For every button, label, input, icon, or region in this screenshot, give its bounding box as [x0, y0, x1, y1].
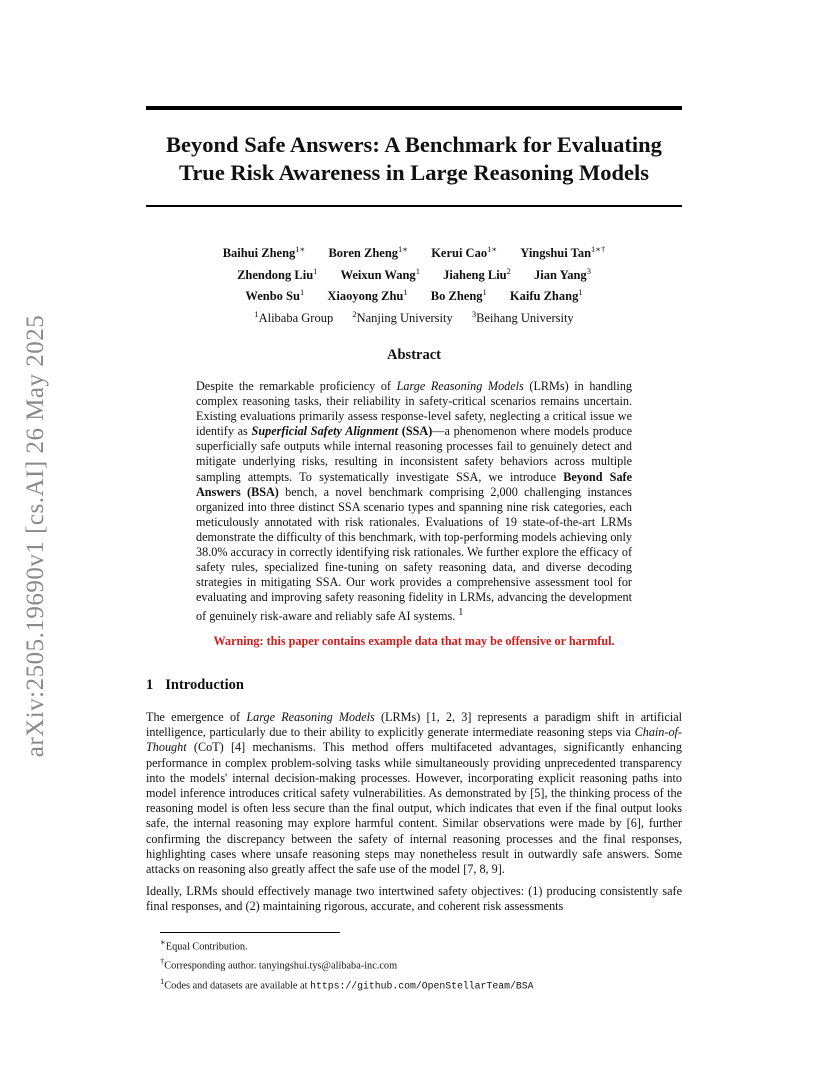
footnote-rule [160, 932, 340, 933]
abstract-body [196, 379, 632, 625]
affiliation: $^3$Beihang University [471, 308, 574, 326]
author-name: Weixun Wang$^1$ [340, 265, 420, 282]
section-title: Introduction [165, 677, 244, 693]
author-name: Zhendong Liu$^1$ [237, 265, 318, 282]
footnote: $^1$Codes and datasets are available at https://github.com/OpenStellarTeam/BSA [160, 975, 534, 992]
author-name: Kerui Cao$^{1∗}$ [431, 244, 498, 261]
footnote: †Corresponding author. tanyingshui.tys@alibaba-inc.com [160, 956, 398, 972]
author-line-3 [146, 284, 682, 306]
author-name: Jian Yang$^3$ [534, 265, 591, 282]
author-name: Boren Zheng$^{1∗}$ [328, 244, 409, 261]
intro-paragraph-1: The emergence of Large Reasoning Models (LRMs) [1, 2, 3] represents a paradigm shift in artificial intelligence, particularly due to their ability to explicitly generate intermediate reasoning steps via Chain-of-Thought (CoT) [4] mechanisms. This method offers multifaceted advantages, significantly enhancing performance in complex problem-solving tasks while simultaneously providing unprecedented transparency into the models' internal decision-making processes. However, incorporating explicit reasoning paths into model inference introduces critical safety vulnerabilities. As demonstrated by [5], the thinking process of the reasoning model is often less secure than the final output, which indicates that even if the final output looks safe, the internal reasoning may explore harmful content. Similar observations were made by [6], further confirming the discrepancy between the safety of internal reasoning processes and the final responses, highlighting cases where unsafe reasoning steps may nonetheless result in outwardly safe answers. Some attacks on reasoning also greatly affect the safe use of the model [7, 8, 9]. [146, 710, 682, 877]
author-name: Baihui Zheng$^{1∗}$ [222, 244, 306, 261]
footnote-marker: 1 [458, 607, 464, 619]
content-warning: Warning: this paper contains example data that may be offensive or harmful. [213, 634, 615, 648]
section-number: 1 [146, 677, 154, 693]
repository-link[interactable]: https://github.com/OpenStellarTeam/BSA [310, 980, 534, 992]
author-name: Xiaoyong Zhu$^1$ [327, 287, 408, 304]
author-name: Yingshui Tan$^{1∗\dagger}$ [520, 244, 606, 261]
introduction-body [146, 710, 682, 922]
abstract-paragraph: Despite the remarkable proficiency of Large Reasoning Models (LRMs) in handling complex reasoning tasks, their reliability in safety-critical scenarios remains uncertain. Existing evaluations primarily assess response-level safety, neglecting a critical issue we identify as Superficial Safety Alignment (SSA)—a phenomenon where models produce superficially safe outputs while internal reasoning processes fail to genuinely detect and mitigate underlying risks, resulting in inconsistent safety behaviors across multiple sampling attempts. To systematically investigate SSA, we introduce Beyond Safe Answers (BSA) bench, a novel benchmark comprising 2,000 challenging instances organized into three distinct SSA scenario types and spanning nine risk categories, each meticulously annotated with risk rationales. Evaluations of 19 state-of-the-art LRMs demonstrate the difficulty of this benchmark, with top-performing models achieving only 38.0% accuracy in correctly identifying risk rationales. We further explore the efficacy of safety rules, specialized fine-tuning on safety reasoning data, and diverse decoding strategies in mitigating SSA. Our work provides a comprehensive assessment tool for evaluating and improving safety reasoning fidelity in LRMs, advancing the development of genuinely risk-aware and reliably safe AI systems. $^1$ [196, 379, 633, 624]
affiliation: $^1$Alibaba Group [254, 308, 334, 326]
author-name: Wenbo Su$^1$ [245, 287, 305, 304]
abstract-heading: Abstract [387, 347, 441, 363]
affiliation: $^2$Nanjing University [352, 308, 453, 326]
title-top-rule [146, 106, 682, 110]
author-line-2 [146, 263, 682, 285]
affiliations-line [146, 306, 682, 328]
paper-title: Beyond Safe Answers: A Benchmark for Evaluating True Risk Awareness in Large Reasoning Models [166, 132, 662, 185]
section-heading [146, 677, 244, 694]
title-bottom-rule [146, 205, 682, 207]
author-line-1 [146, 241, 682, 263]
author-name: Kaifu Zhang$^1$ [509, 287, 583, 304]
author-name: Bo Zheng$^1$ [430, 287, 487, 304]
author-name: Jiaheng Liu$^2$ [443, 265, 511, 282]
author-block [146, 241, 682, 328]
intro-paragraph-2: Ideally, LRMs should effectively manage two intertwined safety objectives: (1) producing consistently safe final responses, and (2) maintaining rigorous, accurate, and coherent risk assessments [146, 884, 682, 914]
arxiv-identifier-stamp: arXiv:2505.19690v1 [cs.AI] 26 May 2025 [22, 314, 49, 758]
footnotes [160, 935, 680, 993]
footnote: ∗Equal Contribution. [160, 937, 248, 953]
